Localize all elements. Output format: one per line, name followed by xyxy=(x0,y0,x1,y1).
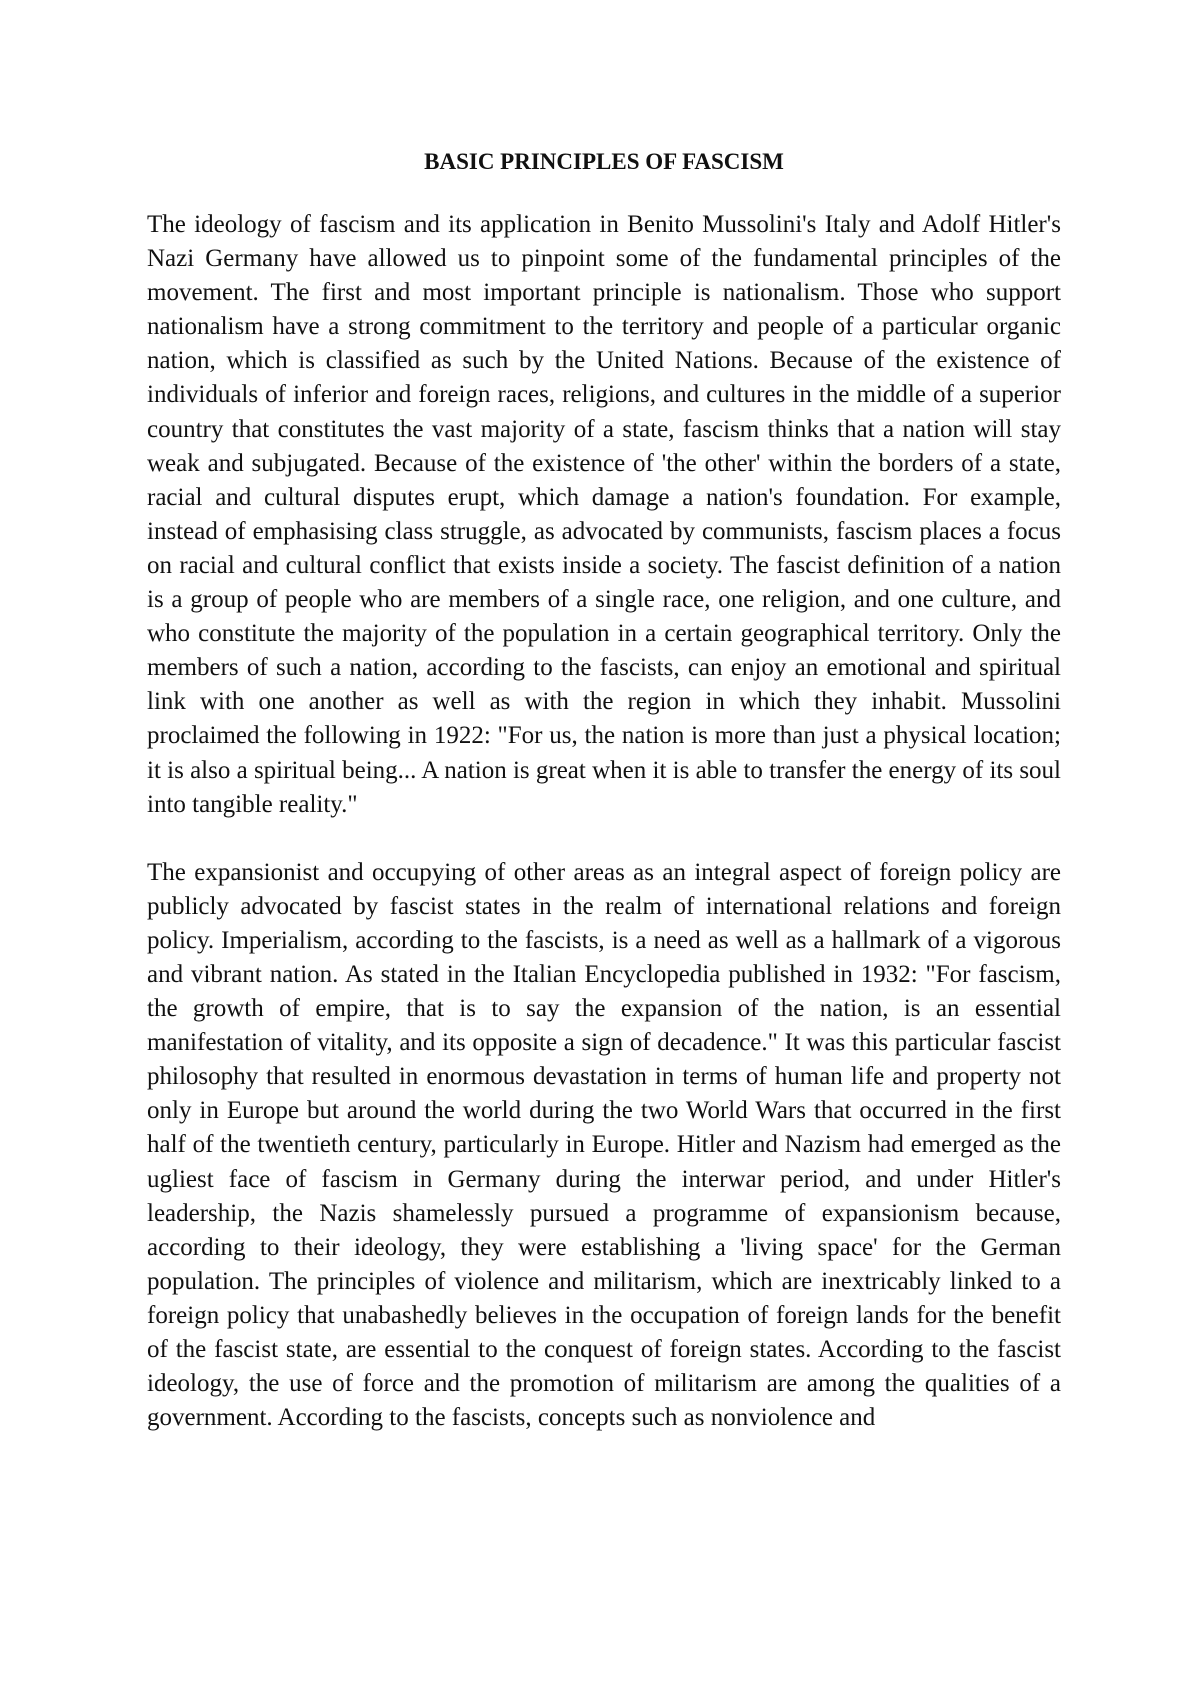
document-body xyxy=(147,148,1061,1435)
paragraph-expansionism: The expansionist and occupying of other areas as an integral aspect of foreign policy are publicly advocated by fascist states in the realm of international relations and foreign policy. Imperialism, according to the fascists, is a need as well as a hallmark of a vigorous and vibrant nation. As stated in the Italian Encyclopedia published in 1932: "For fascism, the growth of empire, that is to say the expansion of the nation, is an essential manifestation of vitality, and its opposite a sign of decadence." It was this particular fascist philosophy that resulted in enormous devastation in terms of human life and property not only in Europe but around the world during the two World Wars that occurred in the first half of the twentieth century, particularly in Europe. Hitler and Nazism had emerged as the ugliest face of fascism in Germany during the interwar period, and under Hitler's leadership, the Nazis shamelessly pursued a programme of expansionism because, according to their ideology, they were establishing a 'living space' for the German population. The principles of violence and militarism, which are inextricably linked to a foreign policy that unabashedly believes in the occupation of foreign lands for the benefit of the fascist state, are essential to the conquest of foreign states. According to the fascist ideology, the use of force and the promotion of militarism are among the qualities of a government. According to the fascists, concepts such as nonviolence and xyxy=(147,858,1061,1432)
document-title: BASIC PRINCIPLES OF FASCISM xyxy=(424,149,784,174)
paragraph-nationalism: The ideology of fascism and its application in Benito Mussolini's Italy and Adolf Hitler's Nazi Germany have allowed us to pinpoint some of the fundamental principles of the movement. The first and most important principle is nationalism. Those who support nationalism have a strong commitment to the territory and people of a particular organic nation, which is classified as such by the United Nations. Because of the existence of individuals of inferior and foreign races, religions, and cultures in the middle of a superior country that constitutes the vast majority of a state, fascism thinks that a nation will stay weak and subjugated. Because of the existence of 'the other' within the borders of a state, racial and cultural disputes erupt, which damage a nation's foundation. For example, instead of emphasising class struggle, as advocated by communists, fascism places a focus on racial and cultural conflict that exists inside a society. The fascist definition of a nation is a group of people who are members of a single race, one religion, and one culture, and who constitute the majority of the population in a certain geographical territory. Only the members of such a nation, according to the fascists, can enjoy an emotional and spiritual link with one another as well as with the region in which they inhabit. Mussolini proclaimed the following in 1922: "For us, the nation is more than just a physical location; it is also a spiritual being... A nation is great when it is able to transfer the energy of its soul into tangible reality." xyxy=(147,211,1061,818)
